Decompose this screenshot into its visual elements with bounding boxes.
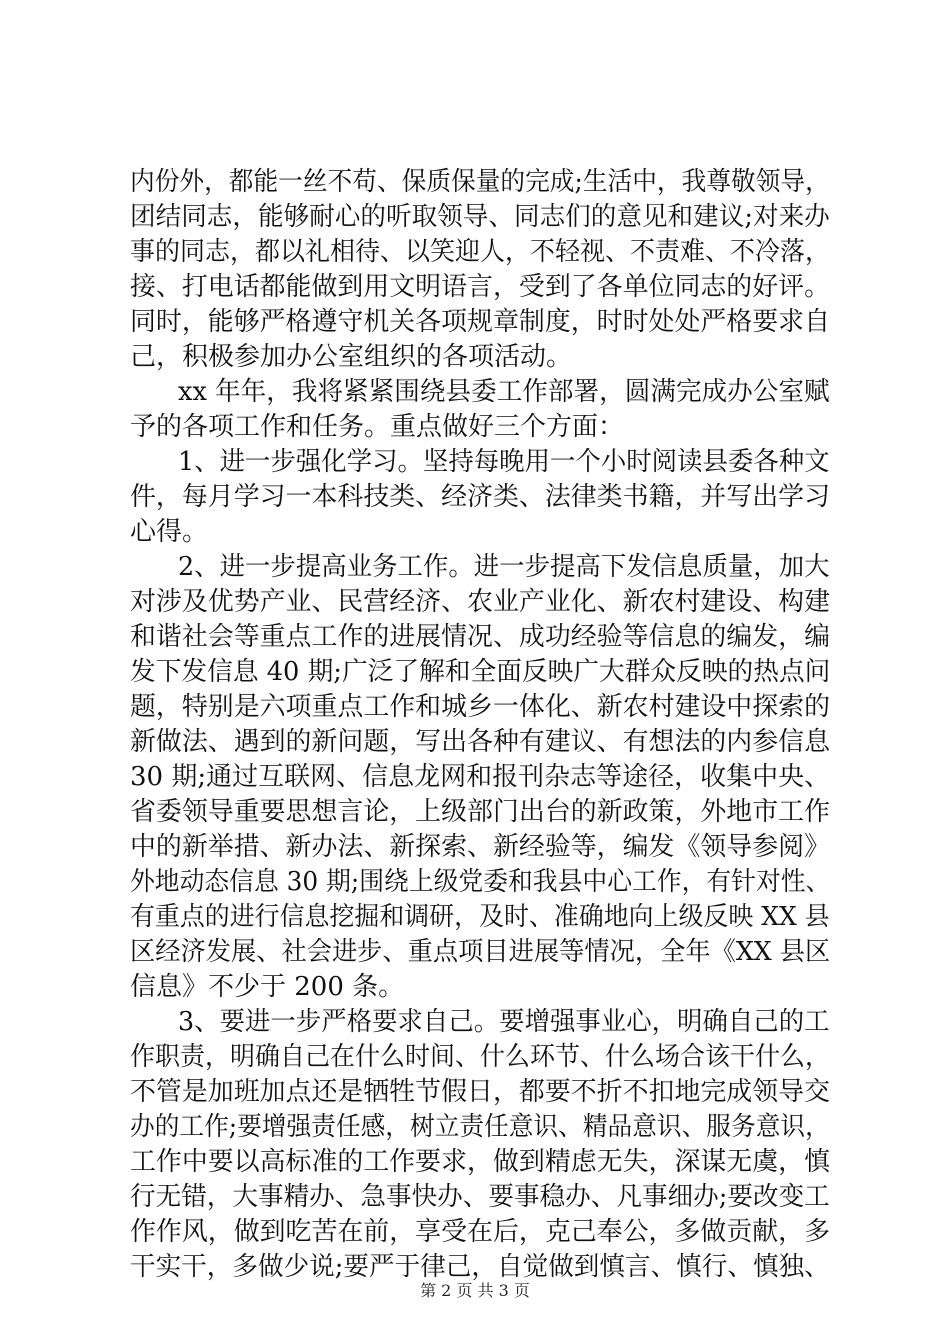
text-line: 接、打电话都能做到用文明语言，受到了各单位同志的好评。 xyxy=(130,272,831,302)
text-line: 办的工作;要增强责任感，树立责任意识、精品意识、服务意识， xyxy=(130,1112,830,1142)
text-line: 对涉及优势产业、民营经济、农业产业化、新农村建设、构建 xyxy=(130,587,831,617)
text-line: 题，特别是六项重点工作和城乡一体化、新农村建设中探索的 xyxy=(130,692,831,722)
text-line: 工作中要以高标准的工作要求，做到精虑无失，深谋无虞，慎 xyxy=(130,1147,831,1177)
text-line: 区经济发展、社会进步、重点项目进展等情况，全年《XX 县区 xyxy=(130,937,831,967)
text-line: 干实干，多做少说;要严于律己，自觉做到慎言、慎行、慎独、 xyxy=(130,1252,830,1282)
text-line: 同时，能够严格遵守机关各项规章制度，时时处处严格要求自 xyxy=(130,307,831,337)
text-line: 30 期;通过互联网、信息龙网和报刊杂志等途径，收集中央、 xyxy=(130,762,831,792)
text-line: 不管是加班加点还是牺牲节假日，都要不折不扣地完成领导交 xyxy=(130,1077,831,1107)
paragraph-first-line: xx 年年，我将紧紧围绕县委工作部署，圆满完成办公室赋 xyxy=(178,377,830,407)
text-line: 外地动态信息 30 期;围绕上级党委和我县中心工作，有针对性、 xyxy=(130,867,831,897)
page-number-footer: 第 2 页 共 3 页 xyxy=(420,1281,530,1300)
text-line: 心得。 xyxy=(130,517,209,547)
text-line: 新做法、遇到的新问题，写出各种有建议、有想法的内参信息 xyxy=(130,727,831,757)
text-line: 中的新举措、新办法、新探索、新经验等，编发《领导参阅》 xyxy=(130,832,831,862)
text-line: 团结同志，能够耐心的听取领导、同志们的意见和建议;对来办 xyxy=(130,202,830,232)
text-line: 信息》不少于 200 条。 xyxy=(130,972,405,1002)
text-line: 有重点的进行信息挖掘和调研，及时、准确地向上级反映 XX 县 xyxy=(130,902,830,932)
text-line: 己，积极参加办公室组织的各项活动。 xyxy=(130,342,573,372)
text-line: 内份外，都能一丝不苟、保质保量的完成;生活中，我尊敬领导， xyxy=(130,167,830,197)
text-line: 事的同志，都以礼相待、以笑迎人，不轻视、不责难、不冷落， xyxy=(130,237,831,267)
text-line: 予的各项工作和任务。重点做好三个方面： xyxy=(130,412,625,442)
text-line: 省委领导重要思想言论，上级部门出台的新政策，外地市工作 xyxy=(130,797,831,827)
text-line: 作作风，做到吃苦在前，享受在后，克己奉公，多做贡献，多 xyxy=(130,1217,831,1247)
text-line: 作职责，明确自己在什么时间、什么环节、什么场合该干什么， xyxy=(130,1042,831,1072)
text-line: 和谐社会等重点工作的进展情况、成功经验等信息的编发，编 xyxy=(130,622,831,652)
paragraph-first-line: 1、进一步强化学习。坚持每晚用一个小时阅读县委各种文 xyxy=(178,447,830,477)
text-line: 发下发信息 40 期;广泛了解和全面反映广大群众反映的热点问 xyxy=(130,657,831,687)
text-line: 件，每月学习一本科技类、经济类、法律类书籍，并写出学习 xyxy=(130,482,831,512)
paragraph-first-line: 3、要进一步严格要求自己。要增强事业心，明确自己的工 xyxy=(178,1007,830,1037)
text-line: 行无错，大事精办、急事快办、要事稳办、凡事细办;要改变工 xyxy=(130,1182,830,1212)
paragraph-first-line: 2、进一步提高业务工作。进一步提高下发信息质量，加大 xyxy=(178,552,830,582)
